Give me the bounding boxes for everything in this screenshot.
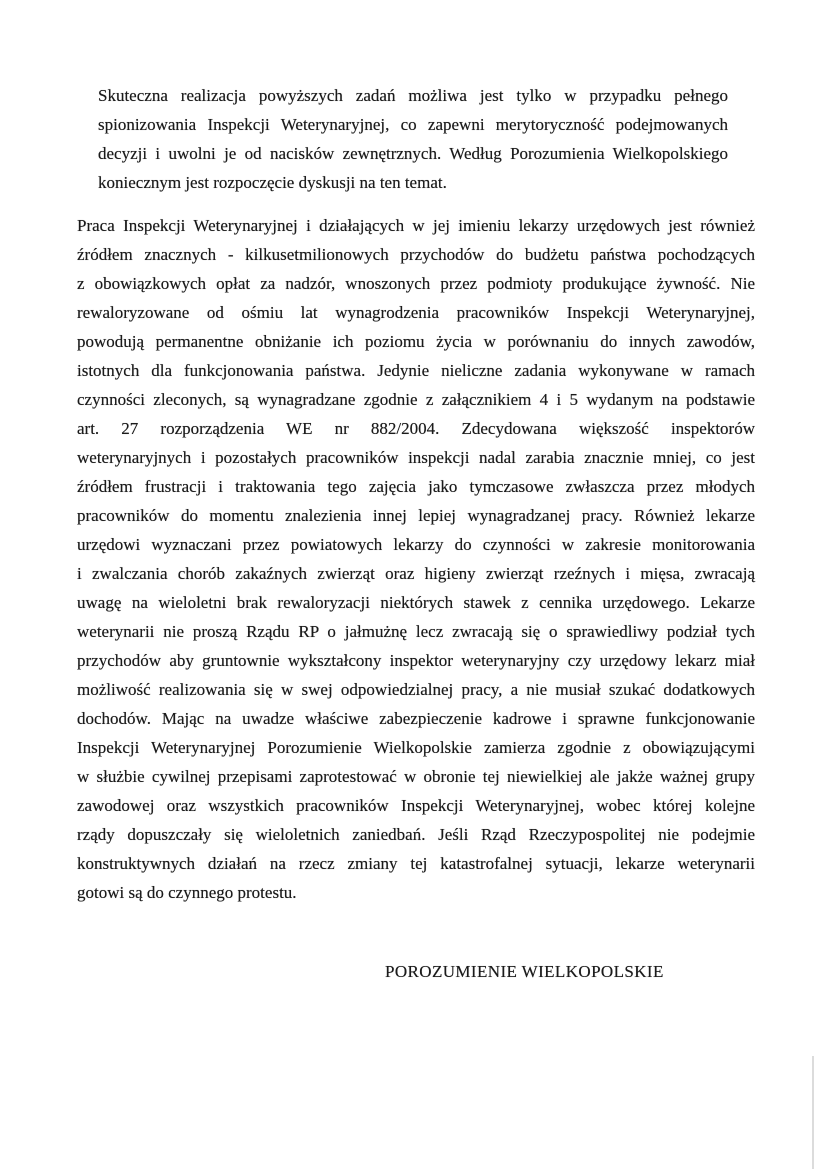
text-line: czynności zleconych, są wynagradzane zgodnie z załącznikiem 4 i 5 wydanym na podstawie [77,390,755,409]
text-line: Skuteczna realizacja powyższych zadań możliwa jest tylko w przypadku pełnego [98,86,728,105]
text-line: rządy dopuszczały się wieloletnich zaniedbań. Jeśli Rząd Rzeczypospolitej nie podejmie [77,825,755,844]
text-line: weterynarii nie proszą Rządu RP o jałmużnę lecz zwracają się o sprawiedliwy podział tych [77,622,755,641]
text-line: urzędowi wyznaczani przez powiatowych lekarzy do czynności w zakresie monitorowania [77,535,755,554]
text-line: koniecznym jest rozpoczęcie dyskusji na ten temat. [98,173,447,192]
text-line: Inspekcji Weterynaryjnej Porozumienie Wielkopolskie zamierza zgodnie z obowiązującymi [77,738,755,757]
text-line: dochodów. Mając na uwadze właściwe zabezpieczenie kadrowe i sprawne funkcjonowanie [77,709,755,728]
text-line: zawodowej oraz wszystkich pracowników Inspekcji Weterynaryjnej, wobec której kolejne [77,796,755,815]
text-line: powodują permanentne obniżanie ich poziomu życia w porównaniu do innych zawodów, [77,332,755,351]
text-line: źródłem znacznych - kilkusetmilionowych przychodów do budżetu państwa pochodzących [77,245,755,264]
paragraph-intro [98,81,728,197]
text-line: z obowiązkowych opłat za nadzór, wnoszonych przez podmioty produkujące żywność. Nie [77,274,755,293]
text-line: uwagę na wieloletni brak rewaloryzacji niektórych stawek z cennika urzędowego. Lekarze [77,593,755,612]
text-line: możliwość realizowania się w swej odpowiedzialnej pracy, a nie musiał szukać dodatkowych [77,680,755,699]
text-line: weterynaryjnych i pozostałych pracowników inspekcji nadal zarabia znacznie mniej, co jest [77,448,755,467]
signature-line: POROZUMIENIE WIELKOPOLSKIE [385,962,664,981]
text-line: decyzji i uwolni je od nacisków zewnętrznych. Według Porozumienia Wielkopolskiego [98,144,728,163]
text-line: przychodów aby gruntownie wykształcony inspektor weterynaryjny czy urzędowy lekarz miał [77,651,755,670]
text-line: konstruktywnych działań na rzecz zmiany tej katastrofalnej sytuacji, lekarze weterynarii [77,854,755,873]
paragraph-body [77,211,755,907]
text-line: pracowników do momentu znalezienia innej lepiej wynagradzanej pracy. Również lekarze [77,506,755,525]
text-line: rewaloryzowane od ośmiu lat wynagrodzenia pracowników Inspekcji Weterynaryjnej, [77,303,755,322]
text-line: w służbie cywilnej przepisami zaprotestować w obronie tej niewielkiej ale jakże ważnej grupy [77,767,755,786]
text-line: istotnych dla funkcjonowania państwa. Jedynie nieliczne zadania wykonywane w ramach [77,361,755,380]
text-line: art. 27 rozporządzenia WE nr 882/2004. Zdecydowana większość inspektorów [77,419,755,438]
scanner-edge-artifact [812,1056,814,1169]
text-line: i zwalczania chorób zakaźnych zwierząt oraz higieny zwierząt rzeźnych i mięsa, zwracają [77,564,755,583]
text-line: źródłem frustracji i traktowania tego zajęcia jako tymczasowe zwłaszcza przez młodych [77,477,755,496]
text-line: gotowi są do czynnego protestu. [77,883,297,902]
text-line: Praca Inspekcji Weterynaryjnej i działających w jej imieniu lekarzy urzędowych jest również [77,216,755,235]
text-line: spionizowania Inspekcji Weterynaryjnej, co zapewni merytoryczność podejmowanych [98,115,728,134]
